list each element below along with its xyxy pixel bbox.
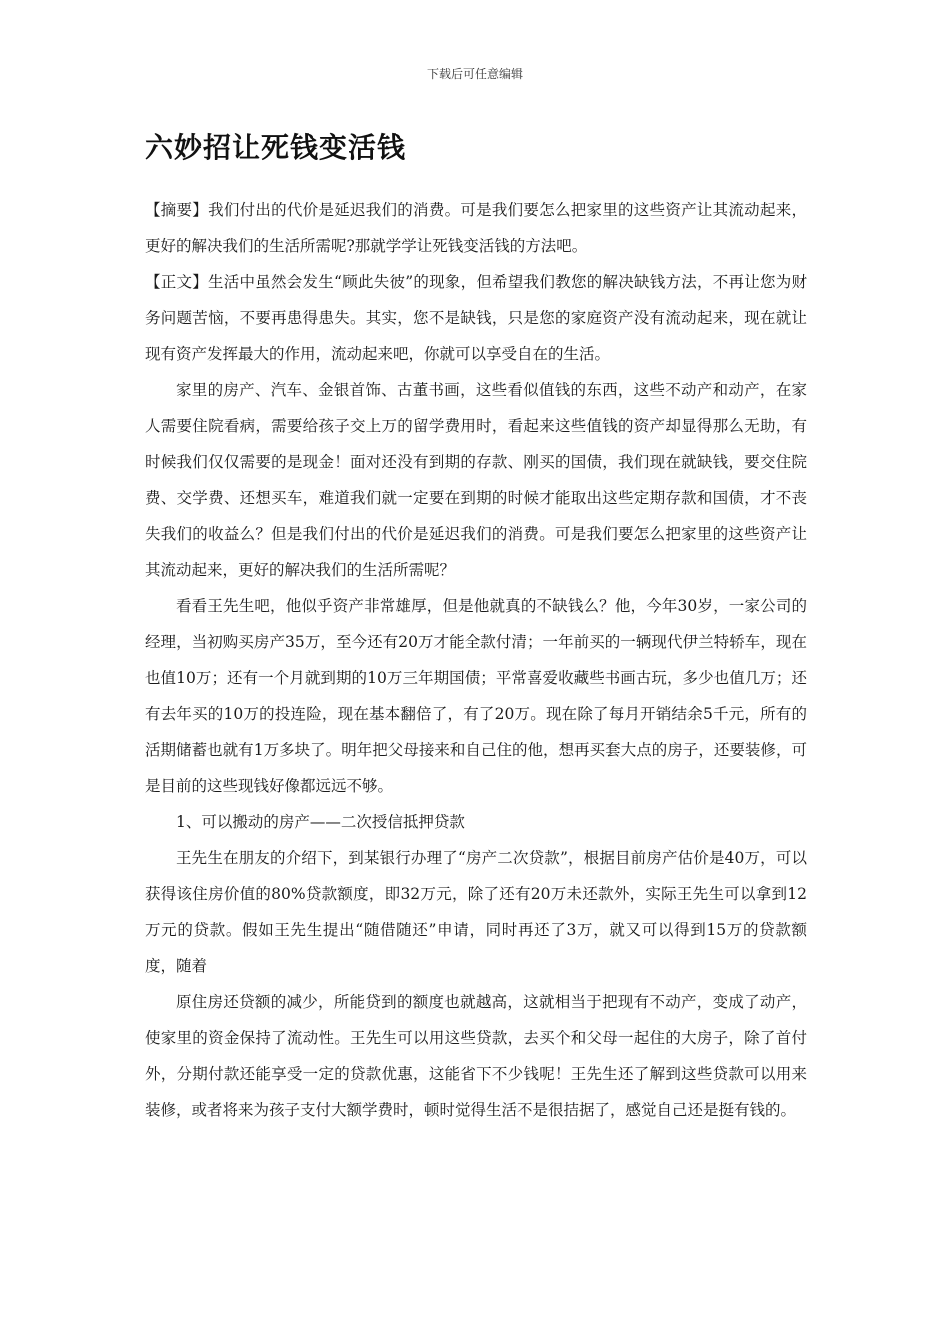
document-title: 六妙招让死钱变活钱 [145,131,407,164]
body-intro-paragraph: 【正文】生活中虽然会发生“顾此失彼”的现象，但希望我们教您的解决缺钱方法，不再让您为财务问题苦恼，不要再患得患失。其实，您不是缺钱，只是您的家庭资产没有流动起来，现在就让现有资产发挥最大的作用，流动起来吧，你就可以享受自在的生活。 [145,273,807,363]
body-paragraph: 家里的房产、汽车、金银首饰、古董书画，这些看似值钱的东西，这些不动产和动产，在家人需要住院看病，需要给孩子交上万的留学费用时，看起来这些值钱的资产却显得那么无助，有时候我们仅仅需要的是现金！面对还没有到期的存款、刚买的国债，我们现在就缺钱，要交住院费、交学费、还想买车，难道我们就一定要在到期的时候才能取出这些定期存款和国债，才不丧失我们的收益么？但是我们付出的代价是延迟我们的消费。可是我们要怎么把家里的这些资产让其流动起来，更好的解决我们的生活所需呢？ [145,381,807,579]
header-note: 下载后可任意编辑 [426,67,523,81]
body-paragraph: 原住房还贷额的减少，所能贷到的额度也就越高，这就相当于把现有不动产，变成了动产，使家里的资金保持了流动性。王先生可以用这些贷款，去买个和父母一起住的大房子，除了首付外，分期付款还能享受一定的贷款优惠，这能省下不少钱呢！王先生还了解到这些贷款可以用来装修，或者将来为孩子支付大额学费时，顿时觉得生活不是很拮据了，感觉自己还是挺有钱的。 [145,993,807,1119]
section-heading: 1、可以搬动的房产——二次授信抵押贷款 [176,813,465,831]
body-paragraph: 王先生在朋友的介绍下，到某银行办理了“房产二次贷款”，根据目前房产估价是40万，可以获得该住房价值的80%贷款额度，即32万元，除了还有20万未还款外，实际王先生可以拿到12万元的贷款。假如王先生提出“随借随还”申请，同时再还了3万，就又可以得到15万的贷款额度，随着 [145,849,807,975]
document-body [145,192,807,1128]
body-paragraph: 看看王先生吧，他似乎资产非常雄厚，但是他就真的不缺钱么？他，今年30岁，一家公司的经理，当初购买房产35万，至今还有20万才能全款付清；一年前买的一辆现代伊兰特轿车，现在也值10万；还有一个月就到期的10万三年期国债；平常喜爱收藏些书画古玩，多少也值几万；还有去年买的10万的投连险，现在基本翻倍了，有了20万。现在除了每月开销结余5千元，所有的活期储蓄也就有1万多块了。明年把父母接来和自己住的他，想再买套大点的房子，还要装修，可是目前的这些现钱好像都远远不够。 [145,597,807,795]
abstract-paragraph: 【摘要】我们付出的代价是延迟我们的消费。可是我们要怎么把家里的这些资产让其流动起来，更好的解决我们的生活所需呢?那就学学让死钱变活钱的方法吧。 [145,201,807,255]
